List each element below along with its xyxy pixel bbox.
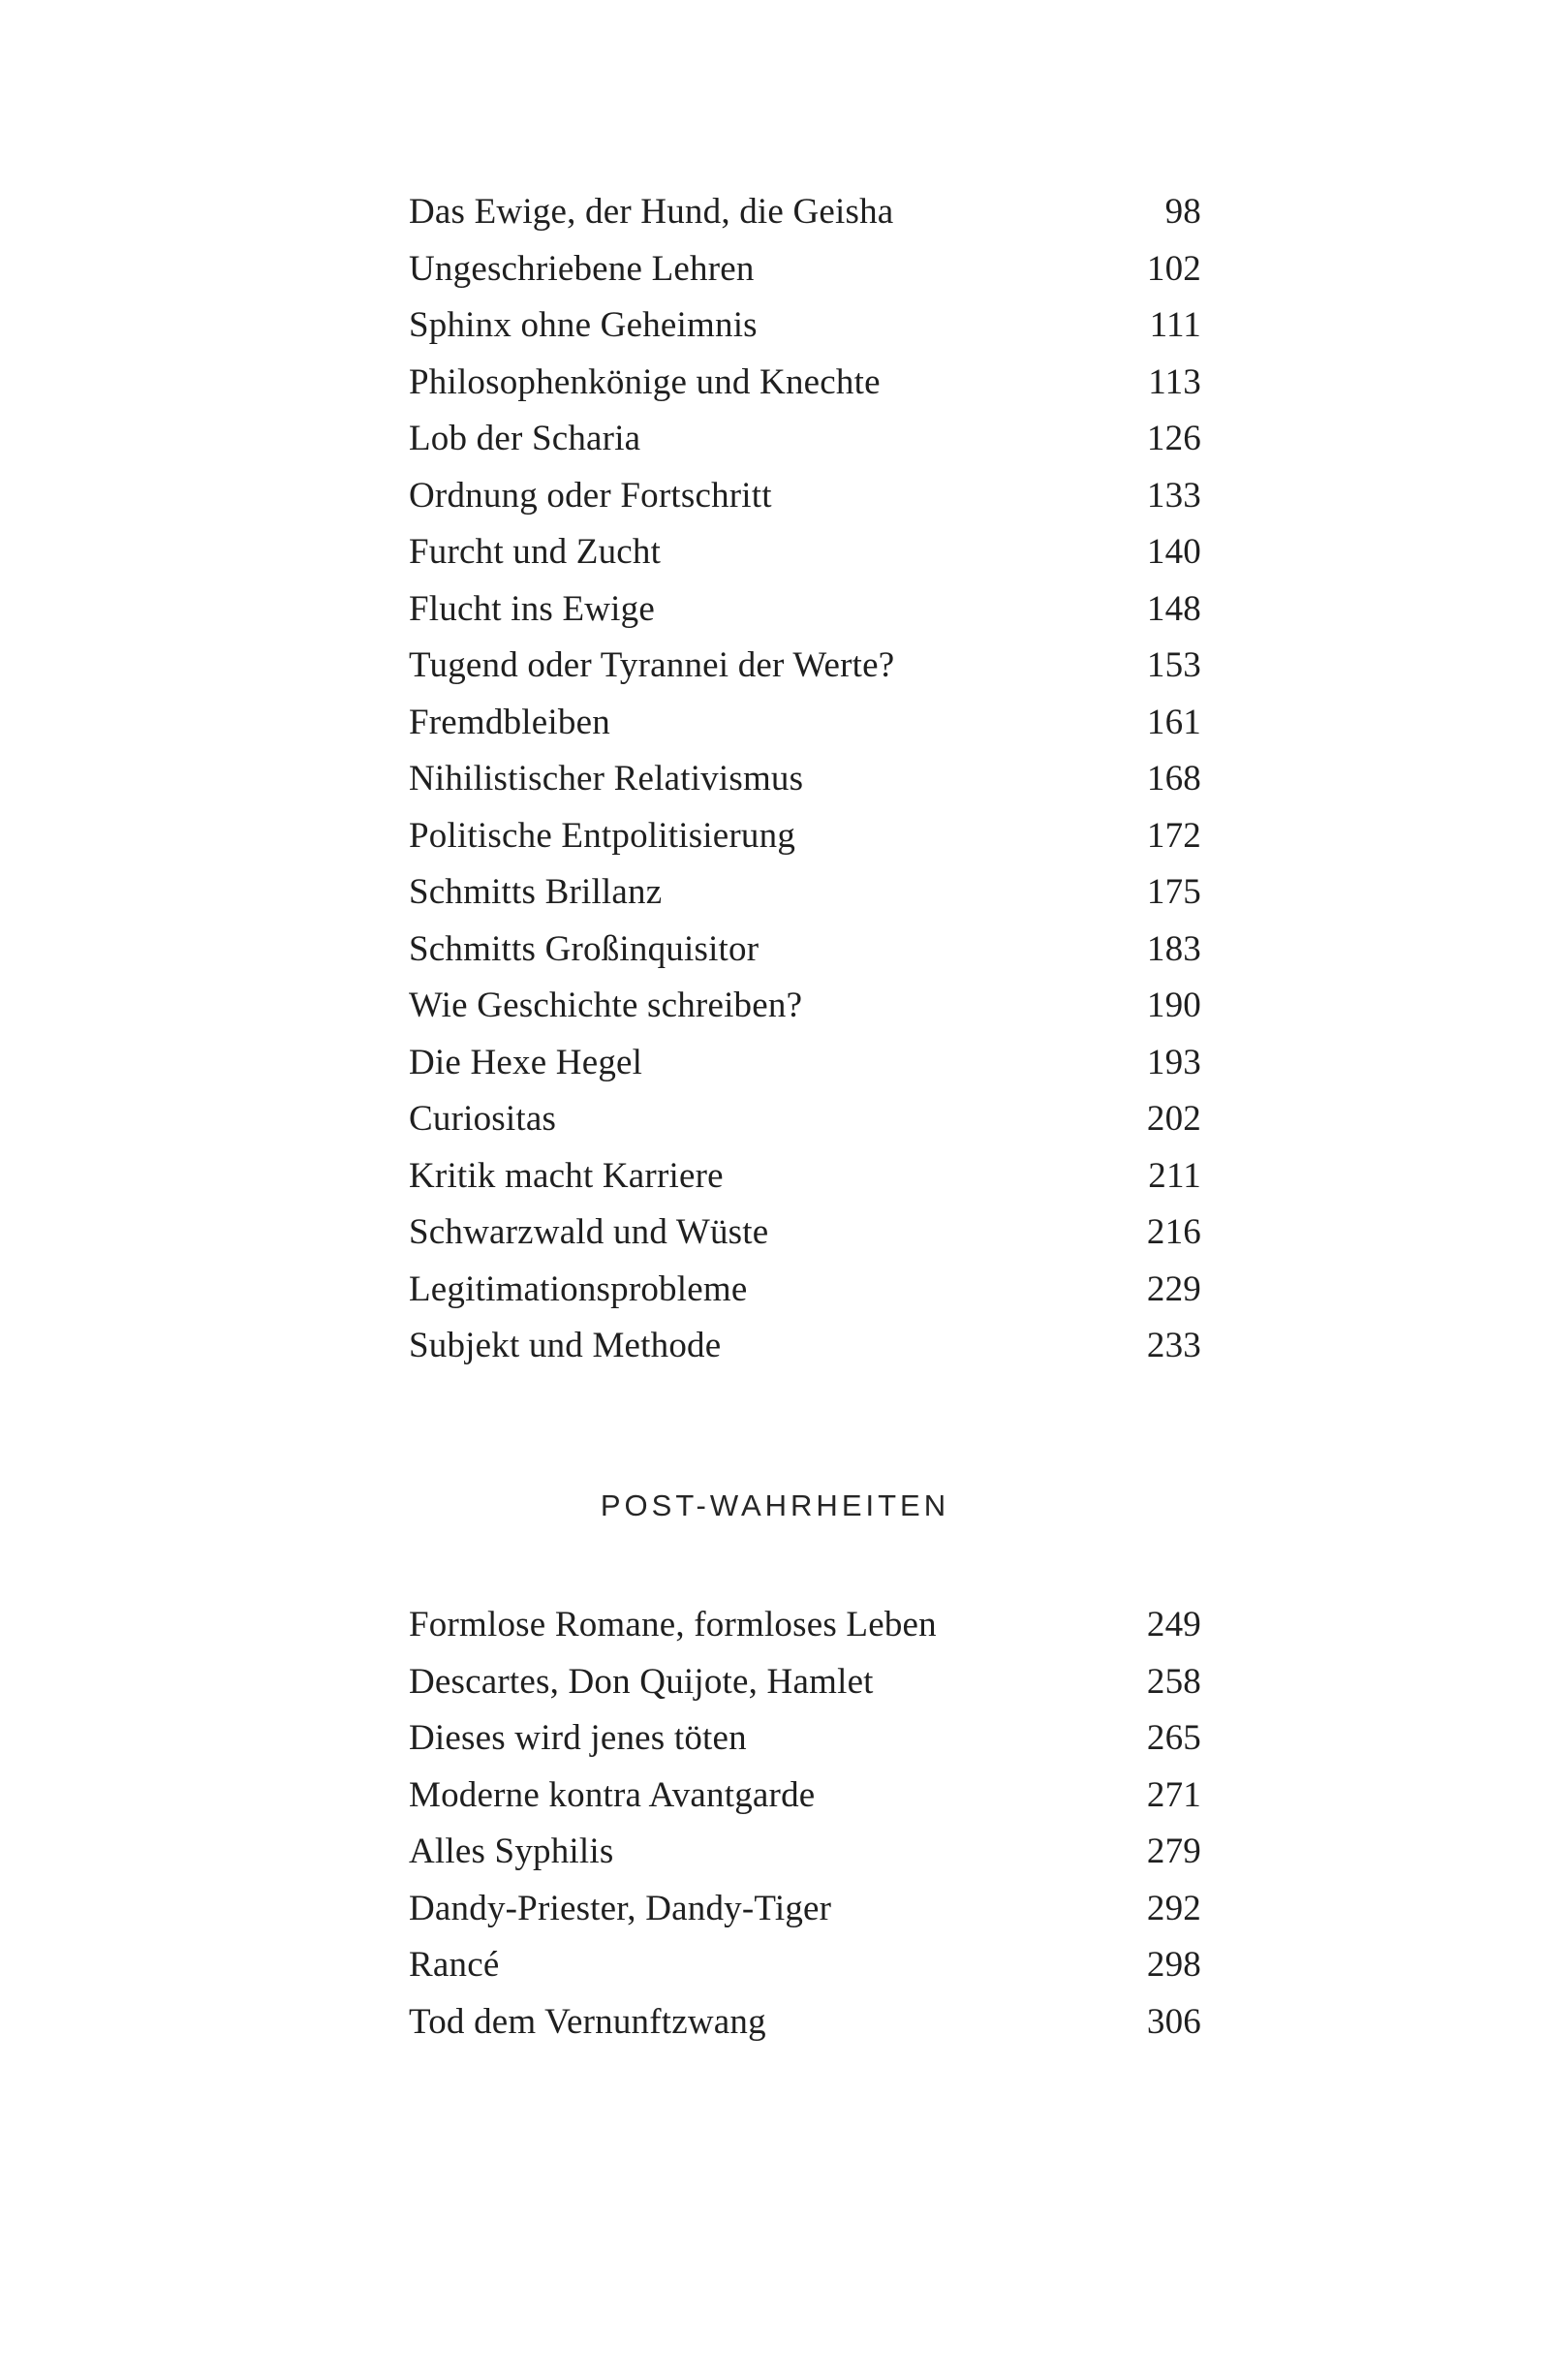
toc-entry — [409, 1318, 1201, 1375]
toc-entry — [409, 638, 1201, 695]
toc-entry — [409, 1262, 1201, 1319]
toc-entry-page: 265 — [1146, 1718, 1201, 1758]
toc-entry — [409, 1148, 1201, 1206]
toc-entry-page: 271 — [1146, 1774, 1201, 1815]
toc-entry-title: Moderne kontra Avantgarde — [409, 1774, 816, 1815]
toc-entry-title: Alles Syphilis — [409, 1832, 614, 1871]
toc-entry-page: 233 — [1146, 1326, 1201, 1365]
toc-entry-page: 183 — [1146, 928, 1201, 969]
toc-entry-title: Ungeschriebene Lehren — [409, 248, 755, 289]
toc-entry — [409, 808, 1201, 865]
toc-entry — [409, 695, 1201, 752]
toc-entry-title: Furcht und Zucht — [409, 532, 662, 572]
toc-entry-page: 298 — [1146, 1945, 1201, 1985]
toc-entry-title: Flucht ins Ewige — [409, 588, 655, 629]
toc-entry-title: Politische Entpolitisierung — [409, 815, 796, 856]
toc-entry-page: 98 — [1164, 192, 1201, 232]
toc-entry-page: 172 — [1146, 815, 1201, 856]
toc-entry — [409, 1881, 1201, 1938]
toc-entry-title: Schmitts Großinquisitor — [409, 928, 760, 969]
toc-entry-title: Schwarzwald und Wüste — [409, 1212, 769, 1252]
toc-entry-page: 279 — [1146, 1832, 1201, 1871]
toc-entry — [409, 751, 1201, 808]
toc-entry-page: 216 — [1146, 1212, 1201, 1252]
toc-entry-title: Fremdbleiben — [409, 702, 610, 742]
toc-entry — [409, 184, 1201, 241]
toc-entry-page: 111 — [1149, 305, 1201, 345]
section-heading: POST-WAHRHEITEN — [600, 1488, 950, 1522]
toc-entry — [409, 524, 1201, 581]
toc-entry — [409, 1824, 1201, 1881]
toc-entry-title: Dandy-Priester, Dandy-Tiger — [409, 1888, 832, 1928]
toc-entry — [409, 1710, 1201, 1768]
toc-entry-page: 126 — [1146, 419, 1201, 458]
toc-entry — [409, 581, 1201, 639]
toc-entry-title: Descartes, Don Quijote, Hamlet — [409, 1661, 874, 1702]
toc-entry-page: 140 — [1146, 532, 1201, 572]
toc-entry — [409, 978, 1201, 1035]
toc-entry-page: 292 — [1146, 1888, 1201, 1928]
toc-entry-title: Lob der Scharia — [409, 419, 641, 458]
toc-entry — [409, 298, 1201, 355]
toc-entry — [409, 1205, 1201, 1262]
toc-entry-title: Tod dem Vernunftzwang — [409, 2001, 766, 2042]
toc-entry-title: Curiositas — [409, 1099, 557, 1139]
toc-entry-title: Philosophenkönige und Knechte — [409, 361, 881, 402]
toc-entry-title: Rancé — [409, 1945, 500, 1985]
toc-entry-page: 193 — [1146, 1042, 1201, 1082]
toc-entry-title: Nihilistischer Relativismus — [409, 759, 804, 799]
toc-entry-title: Legitimationsprobleme — [409, 1268, 748, 1309]
toc-entry — [409, 1091, 1201, 1148]
toc-entry — [409, 1768, 1201, 1825]
toc-entry-title: Die Hexe Hegel — [409, 1042, 643, 1082]
toc-entry — [409, 1035, 1201, 1092]
toc-entry — [409, 1597, 1201, 1654]
toc-entry-title: Sphinx ohne Geheimnis — [409, 305, 758, 345]
toc-entry-page: 202 — [1146, 1099, 1201, 1139]
toc-entry-page: 190 — [1146, 986, 1201, 1025]
toc-entry — [409, 864, 1201, 922]
toc-entry-page: 211 — [1148, 1155, 1201, 1196]
toc-entry-title: Schmitts Brillanz — [409, 872, 663, 912]
toc-entry-page: 258 — [1146, 1661, 1201, 1702]
toc-entry-page: 168 — [1146, 759, 1201, 799]
toc-entry — [409, 411, 1201, 468]
toc-entry-title: Tugend oder Tyrannei der Werte? — [409, 645, 895, 685]
toc-entry — [409, 922, 1201, 979]
toc-entry-title: Formlose Romane, formloses Leben — [409, 1605, 937, 1644]
toc-entry-title: Wie Geschichte schreiben? — [409, 986, 803, 1025]
toc-entry-page: 249 — [1146, 1605, 1201, 1644]
toc-entry — [409, 241, 1201, 298]
toc-entry — [409, 355, 1201, 412]
table-of-contents-part-2 — [409, 1597, 1201, 2051]
toc-entry — [409, 468, 1201, 525]
toc-entry-page: 148 — [1146, 588, 1201, 629]
toc-entry-title: Das Ewige, der Hund, die Geisha — [409, 192, 894, 232]
toc-entry-page: 153 — [1146, 645, 1201, 685]
toc-entry-title: Kritik macht Karriere — [409, 1155, 724, 1196]
toc-entry-page: 102 — [1146, 248, 1201, 289]
toc-entry-page: 133 — [1146, 475, 1201, 516]
toc-entry-title: Subjekt und Methode — [409, 1326, 722, 1365]
table-of-contents-part-1 — [409, 184, 1201, 1375]
toc-entry — [409, 1994, 1201, 2051]
toc-entry-page: 161 — [1146, 702, 1201, 742]
toc-entry-page: 306 — [1146, 2001, 1201, 2042]
toc-entry-page: 229 — [1146, 1268, 1201, 1309]
toc-entry-page: 113 — [1148, 361, 1201, 402]
toc-entry-page: 175 — [1146, 872, 1201, 912]
toc-entry-title: Dieses wird jenes töten — [409, 1718, 747, 1758]
toc-entry — [409, 1937, 1201, 1994]
toc-entry — [409, 1654, 1201, 1711]
toc-entry-title: Ordnung oder Fortschritt — [409, 475, 772, 516]
